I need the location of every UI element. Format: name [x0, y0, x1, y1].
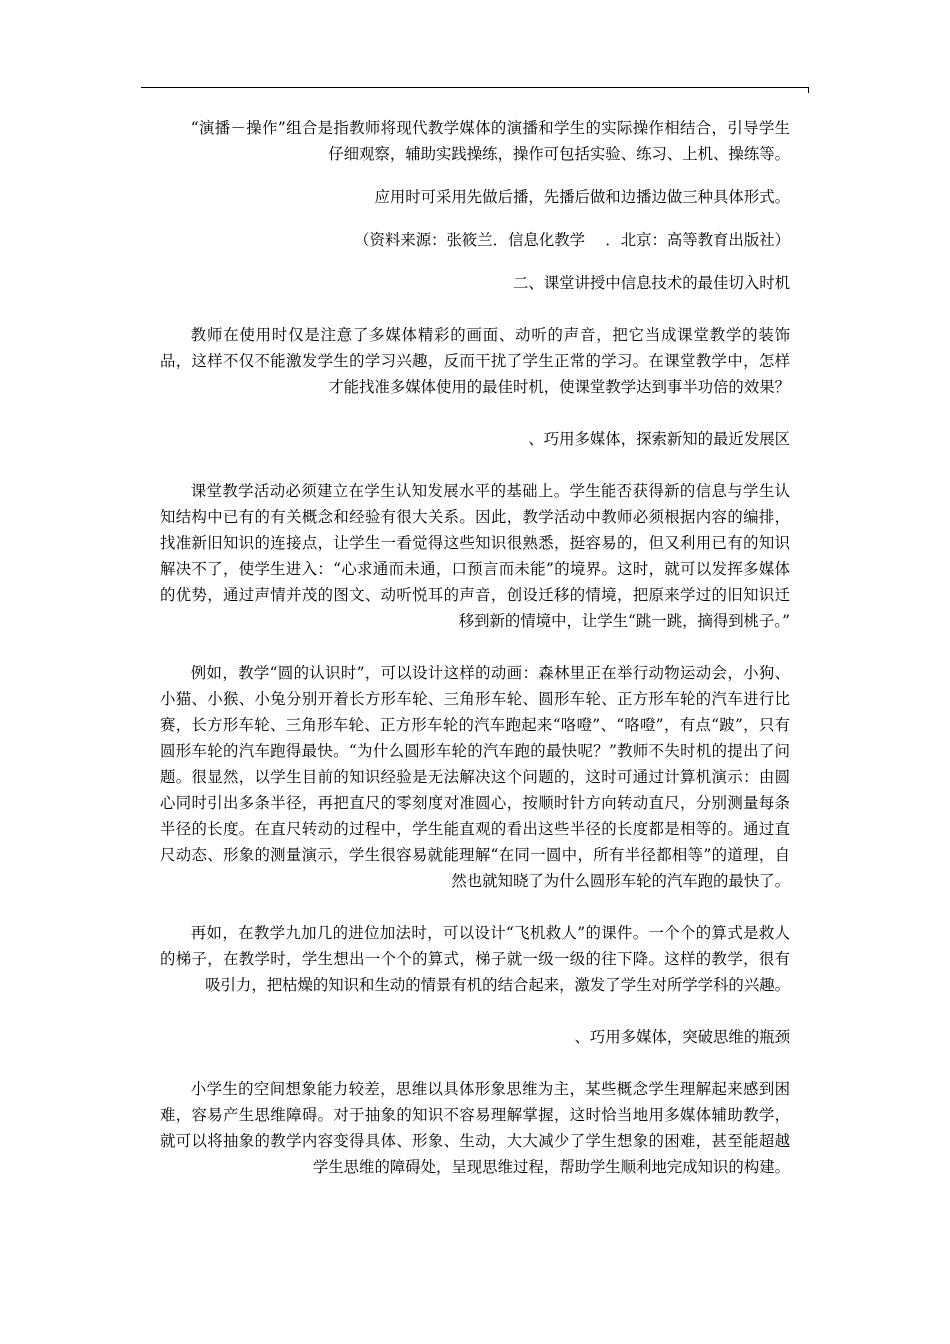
- header-rule-tick: [808, 87, 809, 93]
- paragraph-cognitive-development: 课堂教学活动必须建立在学生认知发展水平的基础上。学生能否获得新的信息与学生认知结构中已有的有关概念和经验有很大关系。因此，教学活动中教师必须根据内容的编排，找准新旧知识的连接点，让学生一看觉得这些知识很熟悉，挺容易的，但又利用已有的知识解决不了，使学生进入：“心求通而未通，口预言而未能”的境界。这时，就可以发挥多媒体的优势，通过声情并茂的图文、动听悦耳的声音，创设迁移的情境，把原来学过的旧知识迁移到新的情境中，让学生“跳一跳，摘得到桃子。”: [160, 482, 790, 630]
- paragraph-circle-example: 例如，教学“圆的认识时”，可以设计这样的动画：森林里正在举行动物运动会，小狗、小猫、小猴、小兔分别开着长方形车轮、三角形车轮、圆形车轮、正方形车轮的汽车进行比赛，长方形车轮、三角形车轮、正方形车轮的汽车跑起来“咯噔”、“咯噔”，有点“跛”，只有圆形车轮的汽车跑得最快。“为什么圆形车轮的汽车跑的最快呢？”教师不失时机的提出了问题。很显然，以学生目前的知识经验是无法解决这个问题的，这时可通过计算机演示：由圆心同时引出多条半径，再把直尺的零刻度对准圆心，按顺时针方向转动直尺，分别测量每条半径的长度。在直尺转动的过程中，学生能直观的看出这些半径的长度都是相等的。通过直尺动态、形象的测量演示，学生很容易就能理解“在同一圆中，所有半径都相等”的道理，自然也就知晓了为什么圆形车轮的汽车跑的最快了。: [160, 664, 790, 890]
- paragraph-demo-operation: “演播－操作”组合是指教师将现代教学媒体的演播和学生的实际操作相结合，引导学生仔细观察，辅助实践操练，操作可包括实验、练习、上机、操练等。: [190, 119, 790, 163]
- paragraph-addition-example: 再如，在教学九加几的进位加法时，可以设计“飞机救人”的课件。一个个的算式是救人的梯子，在教学时，学生想出一个个的算式，梯子就一级一级的往下降。这样的教学，很有吸引力，把枯燥的知识和生动的情景有机的结合起来，激发了学生对所学学科的兴趣。: [160, 924, 790, 994]
- paragraph-multimedia-timing: 教师在使用时仅是注意了多媒体精彩的画面、动听的声音，把它当成课堂教学的装饰品，这样不仅不能激发学生的学习兴趣，反而干扰了学生正常的学习。在课堂教学中，怎样才能找准多媒体使用的最佳时机，使课堂教学达到事半功倍的效果？: [160, 326, 790, 396]
- source-citation: （资料来源：张筱兰．信息化教学 ．北京：高等教育出版社）: [354, 231, 790, 249]
- paragraph-spatial-imagination: 小学生的空间想象能力较差，思维以具体形象思维为主，某些概念学生理解起来感到困难，容易产生思维障碍。对于抽象的知识不容易理解掌握，这时恰当地用多媒体辅助教学，就可以将抽象的教学内容变得具体、形象、生动，大大减少了学生想象的困难，甚至能超越学生思维的障碍处，呈现思维过程，帮助学生顺利地完成知识的构建。: [160, 1080, 790, 1176]
- section-heading-best-timing: 二、课堂讲授中信息技术的最佳切入时机: [512, 274, 790, 292]
- paragraph-application-forms: 应用时可采用先做后播，先播后做和边播边做三种具体形式。: [374, 188, 790, 206]
- header-rule: [141, 87, 809, 88]
- subheading-nearest-development-zone: 、巧用多媒体，探索新知的最近发展区: [528, 430, 790, 448]
- document-body: [160, 115, 790, 1180]
- subheading-thinking-bottleneck: 、巧用多媒体，突破思维的瓶颈: [574, 1028, 790, 1046]
